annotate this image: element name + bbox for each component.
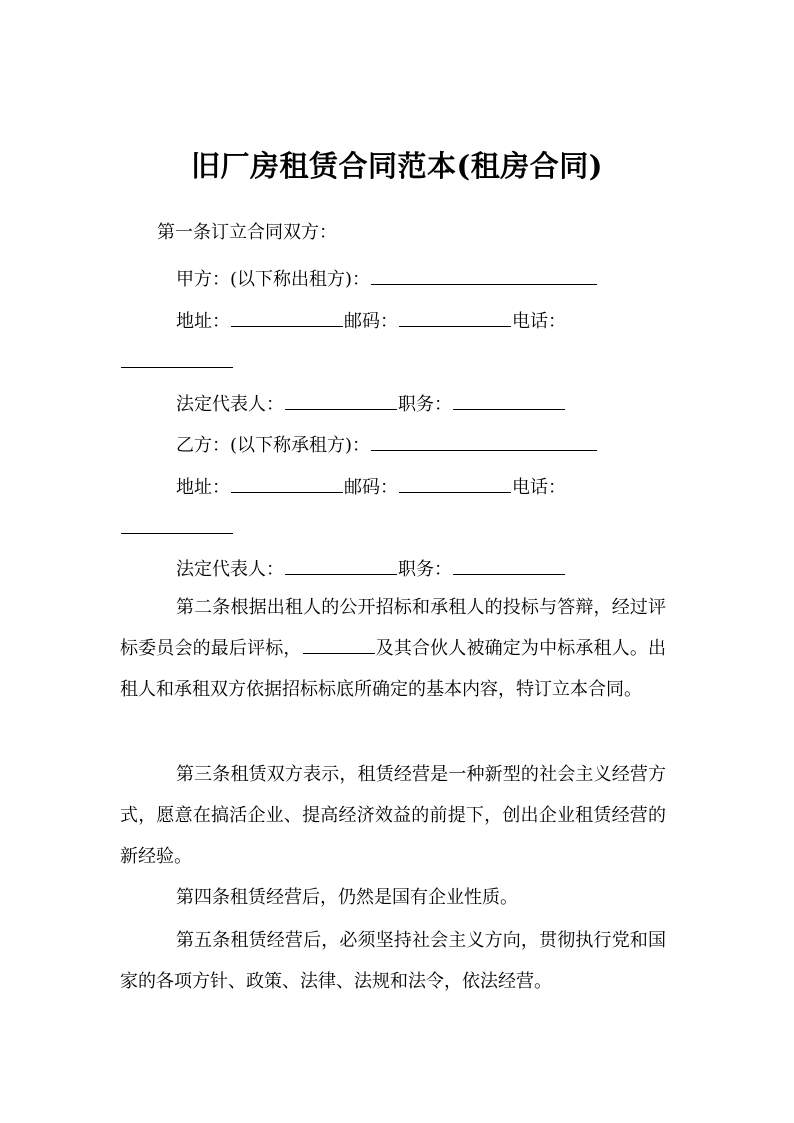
- party-b-phone-line: [120, 513, 234, 541]
- party-a-label: 甲方：(以下称出租方)：: [176, 269, 371, 290]
- party-b-address-label: 地址：: [176, 477, 230, 498]
- article-4-paragraph: 第四条租赁经营后，仍然是国有企业性质。: [176, 887, 518, 908]
- party-a-phone-blank[interactable]: [121, 347, 233, 368]
- party-a-phone-label: 电话：: [512, 311, 566, 332]
- party-b-position-label: 职务：: [398, 559, 452, 580]
- article-5-paragraph: 第五条租赁经营后，必须坚持社会主义方向，贯彻执行党和国家的各项方针、政策、法律、法规和法令，依法经营。: [120, 930, 666, 992]
- party-b-rep-blank[interactable]: [285, 554, 397, 575]
- article-3-paragraph: 第三条租赁双方表示，租赁经营是一种新型的社会主义经营方式，愿意在搞活企业、提高经济效益的前提下，创出企业租赁经营的新经验。: [120, 764, 666, 867]
- party-a-name-blank[interactable]: [371, 264, 597, 285]
- party-a-rep-blank[interactable]: [285, 389, 397, 410]
- party-a-address-label: 地址：: [176, 311, 230, 332]
- party-a-address-blank[interactable]: [231, 306, 343, 327]
- party-b-postcode-blank[interactable]: [399, 472, 511, 493]
- party-b-address-blank[interactable]: [231, 472, 343, 493]
- party-a-rep-line: [176, 389, 566, 417]
- party-a-line: [176, 264, 598, 292]
- winning-bidder-blank[interactable]: [303, 633, 375, 654]
- party-a-postcode-blank[interactable]: [399, 306, 511, 327]
- party-a-rep-label: 法定代表人：: [176, 394, 284, 415]
- party-b-phone-blank[interactable]: [121, 513, 233, 534]
- party-b-phone-label: 电话：: [512, 477, 566, 498]
- document-title: 旧厂房租赁合同范本(租房合同): [191, 149, 603, 183]
- party-b-rep-label: 法定代表人：: [176, 559, 284, 580]
- party-b-position-blank[interactable]: [453, 554, 565, 575]
- party-b-line: [176, 430, 598, 458]
- party-b-postcode-label: 邮码：: [344, 477, 398, 498]
- article-1-heading: 第一条订立合同双方：: [157, 222, 337, 243]
- party-a-phone-line: [120, 347, 234, 375]
- party-b-name-blank[interactable]: [371, 430, 597, 451]
- article-2-text-start: 第二条根据出租人的公开招标和承租人的投标与答辩，经过评标委员会的最后评标，: [120, 597, 666, 659]
- article-2-paragraph: [120, 587, 666, 710]
- party-b-contact-line: [176, 472, 566, 500]
- party-a-postcode-label: 邮码：: [344, 311, 398, 332]
- party-a-position-blank[interactable]: [453, 389, 565, 410]
- article-2-text-end: 及其合伙人被确定为中标承租人。出租人和承租双方依据招标标底所确定的基本内容，特订立本合同。: [120, 638, 667, 700]
- party-a-position-label: 职务：: [398, 394, 452, 415]
- party-b-label: 乙方：(以下称承租方)：: [176, 435, 371, 456]
- party-b-rep-line: [176, 554, 566, 582]
- party-a-contact-line: [176, 306, 566, 334]
